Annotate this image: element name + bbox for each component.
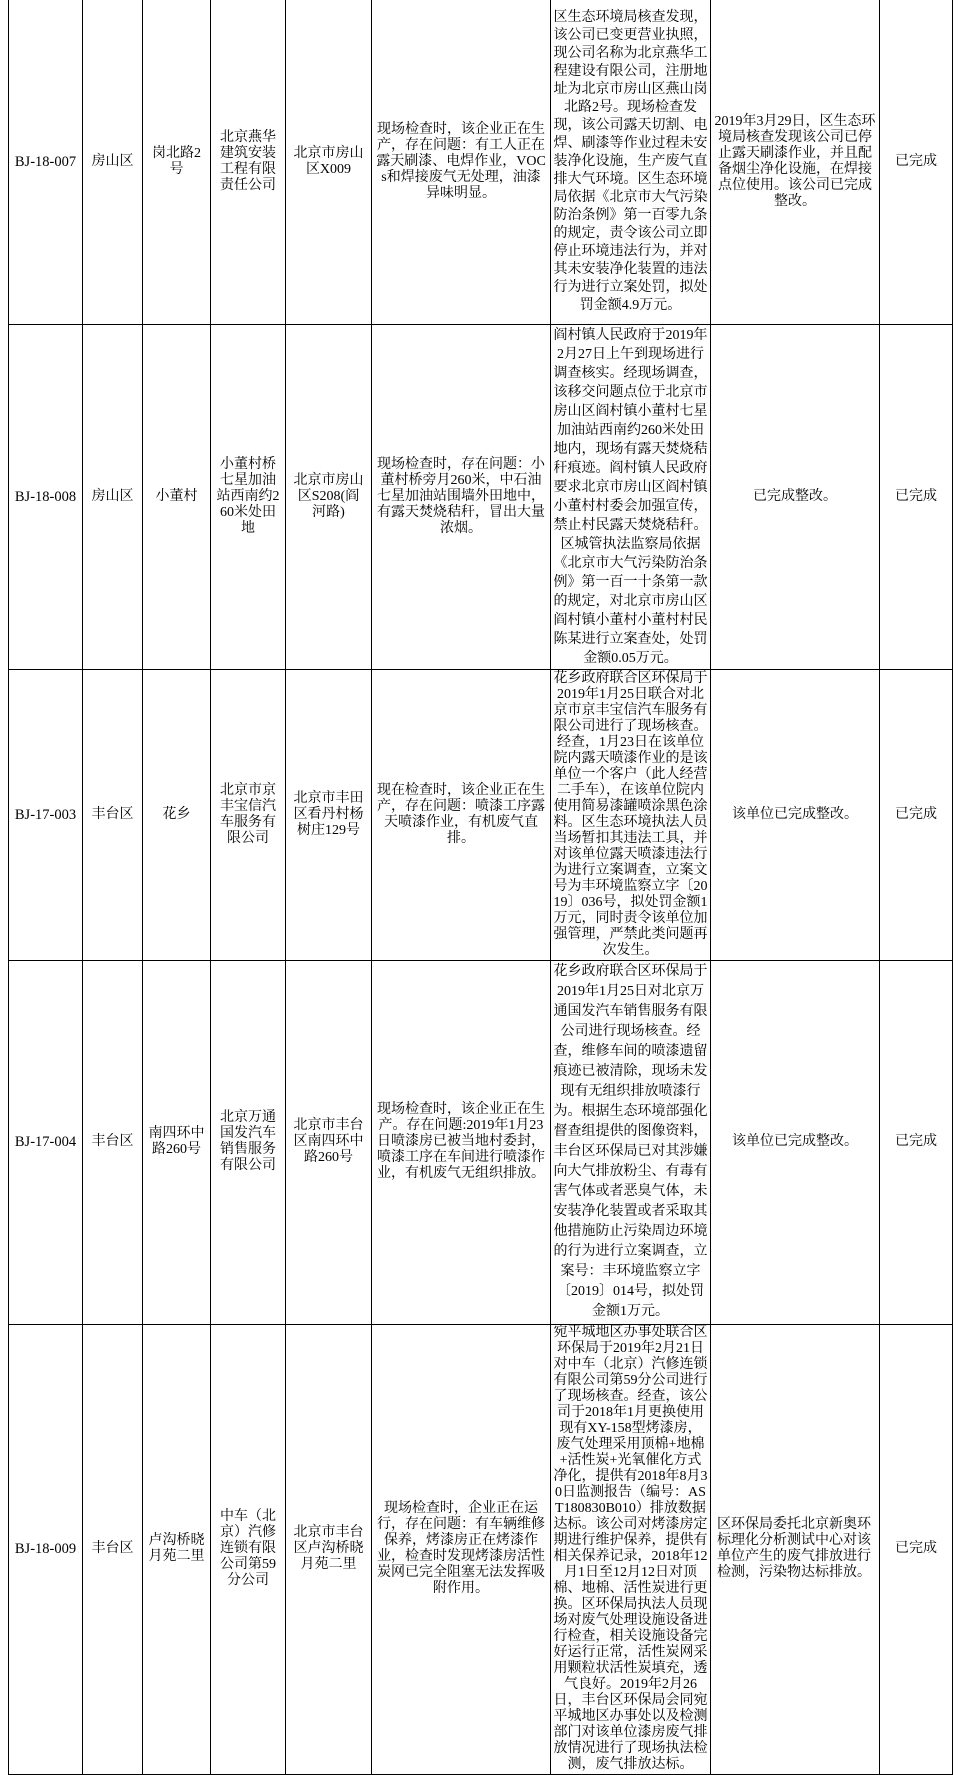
case-id-cell: BJ-18-008 — [9, 324, 83, 669]
entity-cell: 北京市京丰宝信汽车服务有限公司 — [211, 669, 286, 960]
rectification-cell: 已完成整改。 — [711, 324, 880, 669]
location-cell: 花乡 — [143, 669, 211, 960]
address-cell: 北京市丰台区卢沟桥晓月苑二里 — [286, 1324, 372, 1774]
location-cell: 卢沟桥晓月苑二里 — [143, 1324, 211, 1774]
address-cell: 北京市房山区S208(阎河路) — [286, 324, 372, 669]
district-cell: 丰台区 — [83, 1324, 143, 1774]
table-row — [9, 960, 953, 1324]
investigation-cell: 花乡政府联合区环保局于2019年1月25日对北京万通国发汽车销售服务有限公司进行现场核查。经查，维修车间的喷漆遗留痕迹已被清除，现场未发现有无组织排放喷漆行为。根据生态环境部强化督查组提供的图像资料，丰台区环保局已对其涉嫌向大气排放粉尘、有毒有害气体或者恶臭气体，未安装净化装置或者采取其他措施防止污染周边环境的行为进行立案调查，立案号：丰环境监察立字〔2019〕014号，拟处罚金额1万元。 — [551, 960, 711, 1324]
district-cell: 房山区 — [83, 324, 143, 669]
rectification-cell: 该单位已完成整改。 — [711, 669, 880, 960]
location-cell: 小董村 — [143, 324, 211, 669]
entity-cell: 小董村桥七星加油站西南约260米处田地 — [211, 324, 286, 669]
investigation-cell: 宛平城地区办事处联合区环保局于2019年2月21日对中车（北京）汽修连锁有限公司第59分公司进行了现场核查。经查，该公司于2018年1月更换使用现有XY-158型烤漆房，废气处理采用顶棉+地棉+活性炭+光氧催化方式净化，提供有2018年8月30日监测报告（编号：AST180830B010）排放数据达标。该公司对烤漆房定期进行维护保养，提供有相关保养记录，2018年12月1日至12月12日对顶棉、地棉、活性炭进行更换。区环保局执法人员现场对废气处理设施设备进行检查，相关设施设备完好运行正常，活性炭网采用颗粒状活性炭填充，透气良好。2019年2月26日，丰台区环保局会同宛平城地区办事处以及检测部门对该单位漆房废气排放情况进行了现场执法检测，废气排放达标。 — [551, 1324, 711, 1774]
table-row — [9, 669, 953, 960]
entity-cell: 北京燕华建筑安装工程有限责任公司 — [211, 0, 286, 324]
problem-cell: 现场检查时，存在问题：小董村桥旁月260米，中石油七星加油站围墙外田地中，有露天焚烧秸秆，冒出大量浓烟。 — [372, 324, 551, 669]
entity-cell: 北京万通国发汽车销售服务有限公司 — [211, 960, 286, 1324]
entity-cell: 中车（北京）汽修连锁有限公司第59分公司 — [211, 1324, 286, 1774]
status-cell: 已完成 — [880, 960, 953, 1324]
status-cell: 已完成 — [880, 1324, 953, 1774]
district-cell: 丰台区 — [83, 960, 143, 1324]
investigation-cell: 花乡政府联合区环保局于2019年1月25日联合对北京市京丰宝信汽车服务有限公司进行了现场核查。经查，1月23日在该单位院内露天喷漆作业的是该单位一个客户（此人经营二手车），在该单位院内使用简易漆罐喷涂黑色涂料。区生态环境执法人员当场暂扣其违法工具，并对该单位露天喷漆违法行为进行立案调查，立案文号为丰环境监察立字〔2019〕036号，拟处罚金额1万元，同时责令该单位加强管理，严禁此类问题再次发生。 — [551, 669, 711, 960]
location-cell: 南四环中路260号 — [143, 960, 211, 1324]
table-row — [9, 324, 953, 669]
case-id-cell: BJ-17-004 — [9, 960, 83, 1324]
rectification-cell: 该单位已完成整改。 — [711, 960, 880, 1324]
rectification-cell: 2019年3月29日，区生态环境局核查发现该公司已停止露天刷漆作业，并且配备烟尘净化设施，在焊接点位使用。该公司已完成整改。 — [711, 0, 880, 324]
case-id-cell: BJ-18-007 — [9, 0, 83, 324]
address-cell: 北京市丰田区看丹村杨树庄129号 — [286, 669, 372, 960]
address-cell: 北京市房山区X009 — [286, 0, 372, 324]
investigation-cell: 阎村镇人民政府于2019年2月27日上午到现场进行调查核实。经现场调查，该移交问题点位于北京市房山区阎村镇小董村七星加油站西南约260米处田地内，现场有露天焚烧秸秆痕迹。阎村镇人民政府要求北京市房山区阎村镇小董村村委会加强宣传，禁止村民露天焚烧秸秆。区城管执法监察局依据《北京市大气污染防治条例》第一百一十条第一款的规定，对北京市房山区阎村镇小董村小董村村民陈某进行立案查处，处罚金额0.05万元。 — [551, 324, 711, 669]
case-table — [8, 0, 953, 1775]
status-cell: 已完成 — [880, 669, 953, 960]
rectification-cell: 区环保局委托北京新奥环标理化分析测试中心对该单位产生的废气排放进行检测，污染物达标排放。 — [711, 1324, 880, 1774]
problem-cell: 现场检查时，企业正在运行，存在问题：有车辆维修保养，烤漆房正在烤漆作业，检查时发现烤漆房活性炭网已完全阻塞无法发挥吸附作用。 — [372, 1324, 551, 1774]
table-row — [9, 0, 953, 324]
status-cell: 已完成 — [880, 324, 953, 669]
problem-cell: 现场检查时，该企业正在生产，存在问题：有工人正在露天刷漆、电焊作业，VOCs和焊接废气无处理，油漆异味明显。 — [372, 0, 551, 324]
case-id-cell: BJ-18-009 — [9, 1324, 83, 1774]
district-cell: 丰台区 — [83, 669, 143, 960]
address-cell: 北京市丰台区南四环中路260号 — [286, 960, 372, 1324]
problem-cell: 现在检查时，该企业正在生产，存在问题：喷漆工序露天喷漆作业，有机废气直排。 — [372, 669, 551, 960]
table-row — [9, 1324, 953, 1774]
status-cell: 已完成 — [880, 0, 953, 324]
location-cell: 岗北路2号 — [143, 0, 211, 324]
district-cell: 房山区 — [83, 0, 143, 324]
investigation-cell: 区生态环境局核查发现，该公司已变更营业执照，现公司名称为北京燕华工程建设有限公司，注册地址为北京市房山区燕山岗北路2号。现场检查发现，该公司露天切割、电焊、刷漆等作业过程未安装净化设施，生产废气直排大气环境。区生态环境局依据《北京市大气污染防治条例》第一百零九条的规定，责令该公司立即停止环境违法行为，并对其未安装净化装置的违法行为进行立案处罚，拟处罚金额4.9万元。 — [551, 0, 711, 324]
case-id-cell: BJ-17-003 — [9, 669, 83, 960]
problem-cell: 现场检查时，该企业正在生产。存在问题:2019年1月23日喷漆房已被当地村委封，喷漆工序在车间进行喷漆作业，有机废气无组织排放。 — [372, 960, 551, 1324]
